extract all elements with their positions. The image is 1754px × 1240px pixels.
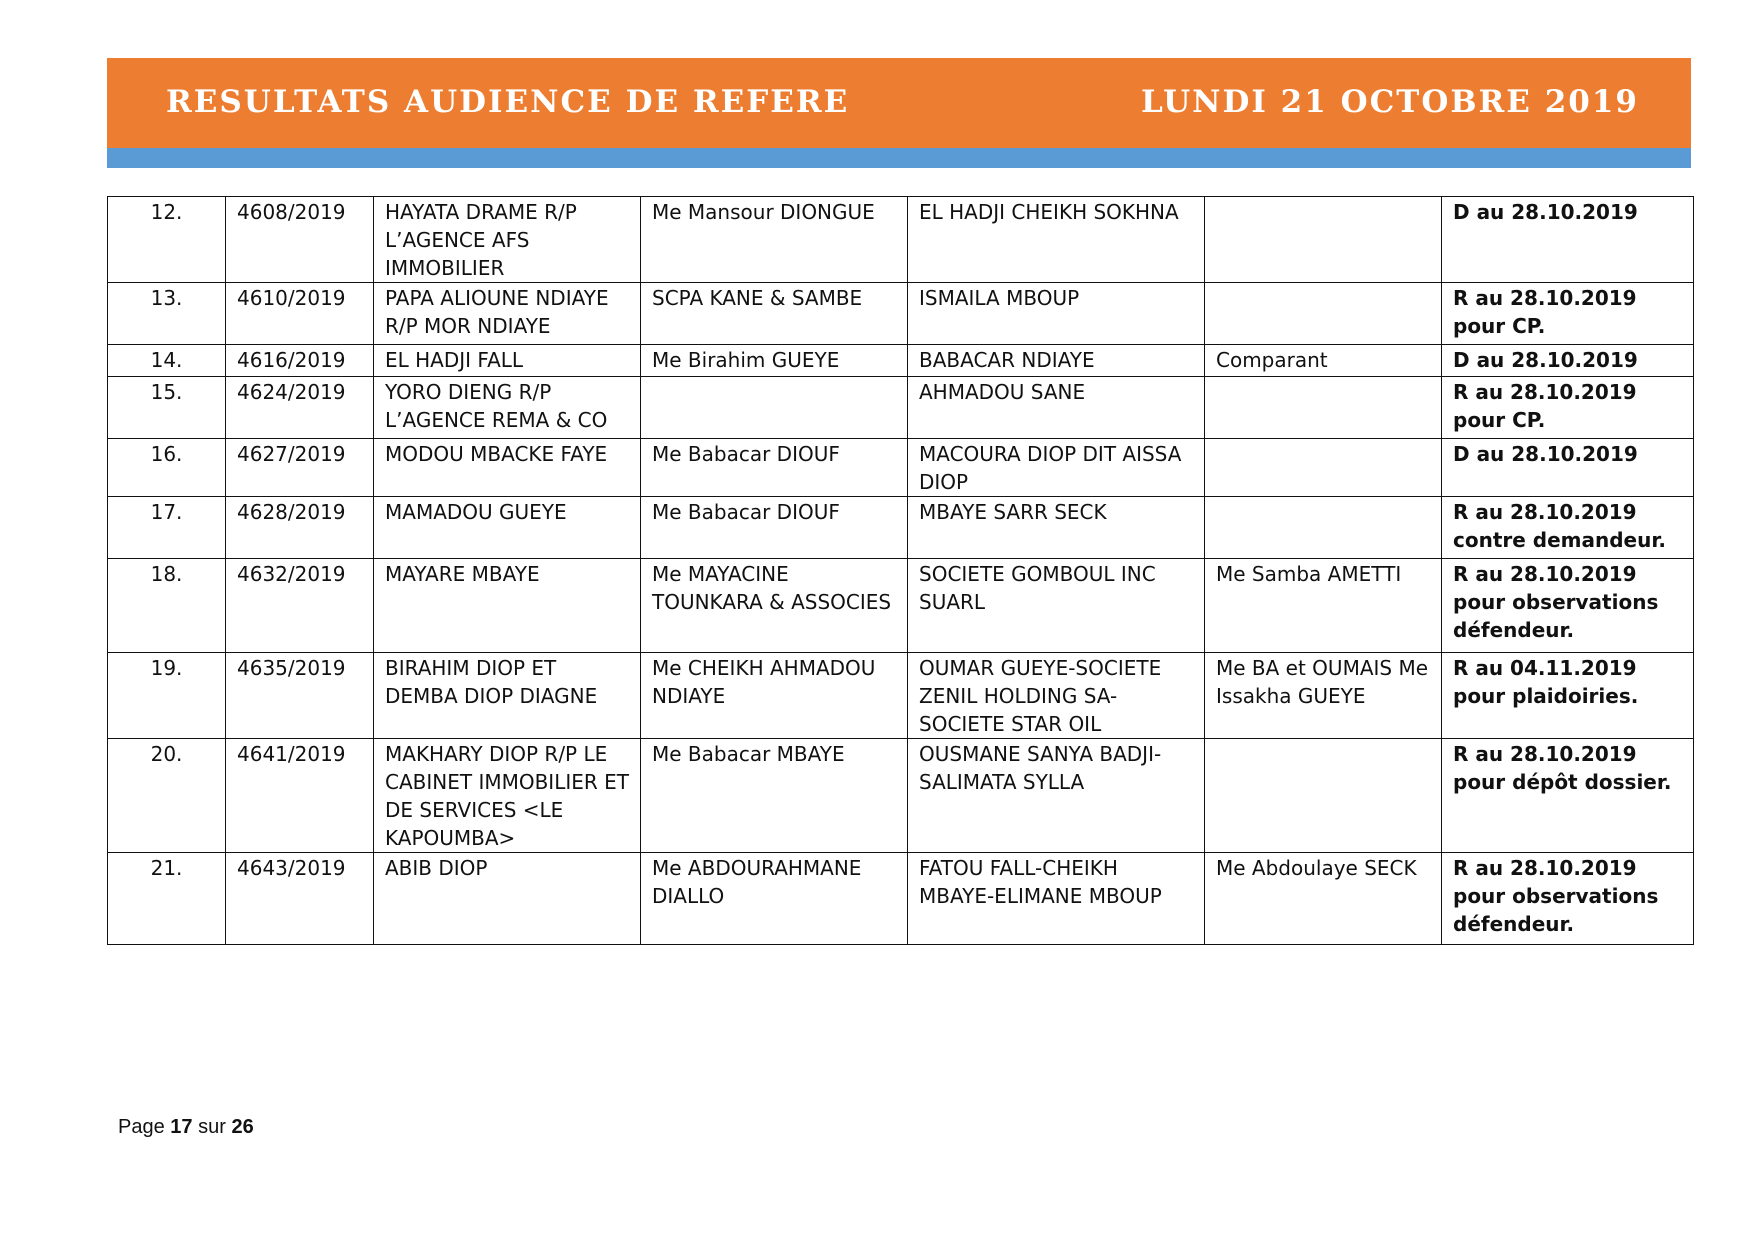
table-row bbox=[108, 345, 1694, 377]
case-number: 4616/2019 bbox=[226, 345, 374, 377]
defendant-lawyer bbox=[1205, 497, 1442, 559]
case-number: 4628/2019 bbox=[226, 497, 374, 559]
plaintiff: HAYATA DRAME R/P L’AGENCE AFS IMMOBILIER bbox=[374, 197, 641, 283]
page-label: Page bbox=[118, 1116, 165, 1138]
plaintiff-lawyer: Me Mansour DIONGUE bbox=[641, 197, 908, 283]
plaintiff: MODOU MBACKE FAYE bbox=[374, 439, 641, 497]
result: R au 28.10.2019 pour dépôt dossier. bbox=[1442, 739, 1694, 853]
row-number: 21. bbox=[108, 853, 226, 945]
plaintiff-lawyer: SCPA KANE & SAMBE bbox=[641, 283, 908, 345]
page-current: 17 bbox=[170, 1116, 193, 1138]
row-number: 12. bbox=[108, 197, 226, 283]
plaintiff-lawyer: Me Babacar DIOUF bbox=[641, 439, 908, 497]
defendant-lawyer: Me BA et OUMAIS Me Issakha GUEYE bbox=[1205, 653, 1442, 739]
defendant: SOCIETE GOMBOUL INC SUARL bbox=[908, 559, 1205, 653]
case-number: 4610/2019 bbox=[226, 283, 374, 345]
table-row bbox=[108, 853, 1694, 945]
result: R au 28.10.2019 pour CP. bbox=[1442, 377, 1694, 439]
result: D au 28.10.2019 bbox=[1442, 439, 1694, 497]
row-number: 15. bbox=[108, 377, 226, 439]
plaintiff: YORO DIENG R/P L’AGENCE REMA & CO bbox=[374, 377, 641, 439]
results-table bbox=[107, 196, 1694, 945]
defendant-lawyer bbox=[1205, 739, 1442, 853]
plaintiff: BIRAHIM DIOP ET DEMBA DIOP DIAGNE bbox=[374, 653, 641, 739]
defendant-lawyer: Comparant bbox=[1205, 345, 1442, 377]
hearing-date: LUNDI 21 OCTOBRE 2019 bbox=[1141, 84, 1639, 120]
defendant-lawyer bbox=[1205, 377, 1442, 439]
defendant: AHMADOU SANE bbox=[908, 377, 1205, 439]
case-number: 4627/2019 bbox=[226, 439, 374, 497]
defendant: FATOU FALL-CHEIKH MBAYE-ELIMANE MBOUP bbox=[908, 853, 1205, 945]
table-row bbox=[108, 497, 1694, 559]
defendant: MBAYE SARR SECK bbox=[908, 497, 1205, 559]
result: D au 28.10.2019 bbox=[1442, 197, 1694, 283]
plaintiff: PAPA ALIOUNE NDIAYE R/P MOR NDIAYE bbox=[374, 283, 641, 345]
defendant: ISMAILA MBOUP bbox=[908, 283, 1205, 345]
table-row bbox=[108, 653, 1694, 739]
page-total: 26 bbox=[231, 1116, 254, 1138]
row-number: 18. bbox=[108, 559, 226, 653]
plaintiff: ABIB DIOP bbox=[374, 853, 641, 945]
row-number: 17. bbox=[108, 497, 226, 559]
result: D au 28.10.2019 bbox=[1442, 345, 1694, 377]
row-number: 19. bbox=[108, 653, 226, 739]
plaintiff: MAMADOU GUEYE bbox=[374, 497, 641, 559]
plaintiff: MAYARE MBAYE bbox=[374, 559, 641, 653]
defendant-lawyer bbox=[1205, 197, 1442, 283]
defendant: OUMAR GUEYE-SOCIETE ZENIL HOLDING SA-SOCIETE STAR OIL bbox=[908, 653, 1205, 739]
result: R au 28.10.2019 pour observations défendeur. bbox=[1442, 559, 1694, 653]
defendant-lawyer: Me Abdoulaye SECK bbox=[1205, 853, 1442, 945]
table-row bbox=[108, 377, 1694, 439]
defendant: EL HADJI CHEIKH SOKHNA bbox=[908, 197, 1205, 283]
plaintiff-lawyer bbox=[641, 377, 908, 439]
case-number: 4608/2019 bbox=[226, 197, 374, 283]
page-indicator bbox=[118, 1116, 254, 1139]
case-number: 4632/2019 bbox=[226, 559, 374, 653]
case-number: 4624/2019 bbox=[226, 377, 374, 439]
case-number: 4641/2019 bbox=[226, 739, 374, 853]
defendant: MACOURA DIOP DIT AISSA DIOP bbox=[908, 439, 1205, 497]
row-number: 14. bbox=[108, 345, 226, 377]
result: R au 28.10.2019 pour observations défendeur. bbox=[1442, 853, 1694, 945]
header-accent-strip bbox=[107, 148, 1691, 168]
plaintiff-lawyer: Me Birahim GUEYE bbox=[641, 345, 908, 377]
case-number: 4643/2019 bbox=[226, 853, 374, 945]
case-number: 4635/2019 bbox=[226, 653, 374, 739]
table-row bbox=[108, 439, 1694, 497]
row-number: 16. bbox=[108, 439, 226, 497]
result: R au 28.10.2019 pour CP. bbox=[1442, 283, 1694, 345]
plaintiff-lawyer: Me Babacar DIOUF bbox=[641, 497, 908, 559]
result: R au 28.10.2019 contre demandeur. bbox=[1442, 497, 1694, 559]
defendant-lawyer: Me Samba AMETTI bbox=[1205, 559, 1442, 653]
plaintiff-lawyer: Me MAYACINE TOUNKARA & ASSOCIES bbox=[641, 559, 908, 653]
plaintiff-lawyer: Me Babacar MBAYE bbox=[641, 739, 908, 853]
row-number: 13. bbox=[108, 283, 226, 345]
defendant-lawyer bbox=[1205, 439, 1442, 497]
plaintiff: MAKHARY DIOP R/P LE CABINET IMMOBILIER ET DE SERVICES <LE KAPOUMBA> bbox=[374, 739, 641, 853]
table-row bbox=[108, 559, 1694, 653]
defendant-lawyer bbox=[1205, 283, 1442, 345]
plaintiff-lawyer: Me CHEIKH AHMADOU NDIAYE bbox=[641, 653, 908, 739]
defendant: OUSMANE SANYA BADJI-SALIMATA SYLLA bbox=[908, 739, 1205, 853]
row-number: 20. bbox=[108, 739, 226, 853]
plaintiff: EL HADJI FALL bbox=[374, 345, 641, 377]
page-separator: sur bbox=[198, 1116, 226, 1138]
table-row bbox=[108, 283, 1694, 345]
table-row bbox=[108, 739, 1694, 853]
result: R au 04.11.2019 pour plaidoiries. bbox=[1442, 653, 1694, 739]
page-title: RESULTATS AUDIENCE DE REFERE bbox=[166, 84, 850, 120]
defendant: BABACAR NDIAYE bbox=[908, 345, 1205, 377]
table-row bbox=[108, 197, 1694, 283]
plaintiff-lawyer: Me ABDOURAHMANE DIALLO bbox=[641, 853, 908, 945]
